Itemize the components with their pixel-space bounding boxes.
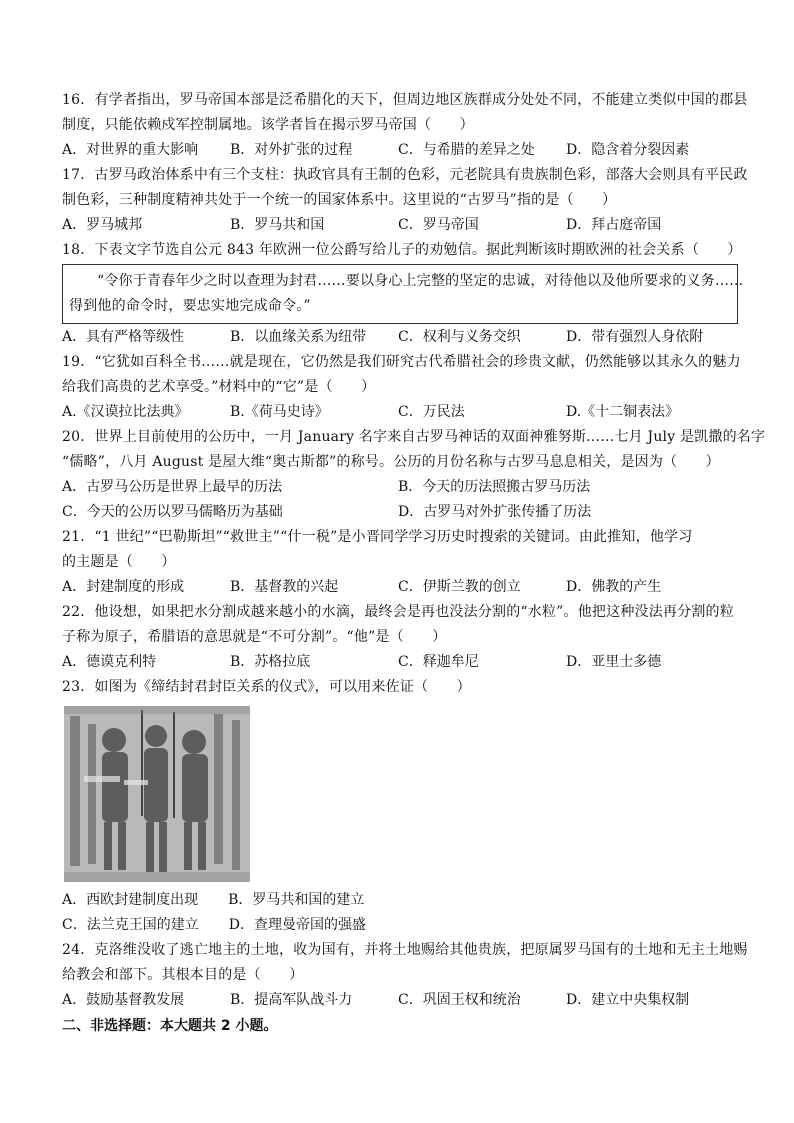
ceremony-illustration — [64, 706, 250, 882]
option-b: B．今天的历法照搬古罗马历法 — [398, 479, 591, 495]
option-d: D．佛教的产生 — [566, 579, 662, 595]
option-d: D．建立中央集权制 — [566, 992, 690, 1008]
question-text: 16．有学者指出，罗马帝国本部是泛希腊化的天下，但周边地区族群成分处处不同，不能建立类似中国的郡县 — [62, 92, 748, 108]
quote-text: “令你于青春年少之时以查理为封君……要以身心上完整的坚定的忠诚，对待他以及他所要求的义务…… — [97, 273, 744, 289]
question-16 — [62, 88, 748, 163]
option-d: D．拜占庭帝国 — [566, 217, 662, 233]
question-text: 17．古罗马政治体系中有三个支柱：执政官具有王制的色彩，元老院具有贵族制色彩，部落大会则具有平民政 — [62, 167, 748, 183]
options-row — [62, 400, 742, 425]
option-b: B．罗马共和国的建立 — [228, 892, 365, 908]
question-text: 制色彩，三种制度精神共处于一个统一的国家体系中。这里说的“古罗马”指的是（ ） — [62, 192, 617, 208]
options-row — [62, 650, 742, 675]
option-a: A．鼓励基督教发展 — [62, 992, 185, 1008]
question-text: 19．“它犹如百科全书……就是现在，它仍然是我们研究古代希腊社会的珍贵文献，仍然能够以其永久的魅力 — [62, 354, 741, 370]
options-row — [62, 888, 742, 913]
option-b: B．苏格拉底 — [230, 654, 311, 670]
question-text: 的主题是（ ） — [62, 554, 176, 570]
question-17 — [62, 163, 748, 238]
option-a: A．德谟克利特 — [62, 654, 157, 670]
option-c: C．与希腊的差异之处 — [398, 142, 535, 158]
question-text: 给我们高贵的艺术享受。”材料中的“它”是（ ） — [62, 379, 376, 395]
question-text: 18．下表文字节选自公元 843 年欧洲一位公爵写给儿子的劝勉信。据此判断该时期欧洲的社会关系（ ） — [62, 242, 742, 258]
option-b: B．提高军队战斗力 — [230, 992, 353, 1008]
option-c: C．今天的公历以罗马儒略历为基础 — [62, 504, 283, 520]
option-d: D．隐含着分裂因素 — [566, 142, 690, 158]
options-row — [62, 325, 742, 350]
question-19 — [62, 350, 742, 425]
option-c: C．权利与义务交织 — [398, 329, 521, 345]
options-row — [62, 213, 742, 238]
exam-page — [62, 88, 766, 1039]
options-row — [62, 988, 742, 1013]
question-20 — [62, 425, 766, 525]
option-c: C．万民法 — [398, 404, 465, 420]
option-b: B．罗马共和国 — [230, 217, 325, 233]
option-c: C．法兰克王国的建立 — [62, 917, 199, 933]
question-24 — [62, 938, 748, 1013]
question-text: 子称为原子，希腊语的意思就是“不可分割”。“他”是（ ） — [62, 629, 447, 645]
option-c: C．释迦牟尼 — [398, 654, 479, 670]
question-18 — [62, 238, 742, 350]
option-d: D．亚里士多德 — [566, 654, 662, 670]
question-23 — [62, 675, 742, 938]
question-text: 制度，只能依赖戍军控制属地。该学者旨在揭示罗马帝国（ ） — [62, 117, 474, 133]
option-c: C．巩固王权和统治 — [398, 992, 521, 1008]
option-a: A．具有严格等级性 — [62, 329, 185, 345]
option-d: D.《十二铜表法》 — [566, 404, 680, 420]
option-a: A．罗马城邦 — [62, 217, 143, 233]
options-row — [62, 500, 742, 525]
option-a: A．古罗马公历是世界上最早的历法 — [62, 479, 283, 495]
options-row — [62, 475, 742, 500]
question-21 — [62, 525, 742, 600]
option-a: A.《汉谟拉比法典》 — [62, 404, 189, 420]
options-row — [62, 913, 742, 938]
option-d: D．查理曼帝国的强盛 — [228, 917, 366, 933]
option-b: B．以血缘关系为纽带 — [230, 329, 367, 345]
question-text: 给教会和部下。其根本目的是（ ） — [62, 967, 304, 983]
question-text: 24．克洛维没收了逃亡地主的土地，收为国有，并将土地赐给其他贵族，把原属罗马国有的土地和无主土地赐 — [62, 942, 748, 958]
options-row — [62, 138, 742, 163]
option-b: B．对外扩张的过程 — [230, 142, 353, 158]
question-text: 23．如图为《缔结封君封臣关系的仪式》，可以用来佐证（ ） — [62, 679, 471, 695]
question-text: 21．“1 世纪”“巴勒斯坦”“救世主”“什一税”是小晋同学学习历史时搜索的关键词。由此推知，他学习 — [62, 529, 693, 545]
section-title: 二、非选择题：本大题共 2 小题。 — [62, 1018, 278, 1034]
option-a: A．对世界的重大影响 — [62, 142, 199, 158]
question-text: 20．世界上目前使用的公历中，一月 January 名字来自古罗马神话的双面神雅努斯……七月 July 是凯撒的名字 — [62, 429, 766, 445]
option-d: D．古罗马对外扩张传播了历法 — [398, 504, 592, 520]
option-c: C．罗马帝国 — [398, 217, 479, 233]
option-a: A．封建制度的形成 — [62, 579, 185, 595]
quote-box — [62, 264, 744, 324]
option-b: B．基督教的兴起 — [230, 579, 339, 595]
option-d: D．带有强烈人身依附 — [566, 329, 704, 345]
question-text: “儒略”，八月 August 是屋大维“奥古斯都”的称号。公历的月份名称与古罗马息息相关，是因为（ ） — [62, 454, 720, 470]
question-22 — [62, 600, 742, 675]
option-b: B.《荷马史诗》 — [230, 404, 329, 420]
quote-text: 得到他的命令时，要忠实地完成命令。” — [69, 298, 311, 314]
question-text: 22．他设想，如果把水分割成越来越小的水滴，最终会是再也没法分割的“水粒”。他把这种没法再分割的粒 — [62, 604, 734, 620]
option-a: A．西欧封建制度出现 — [62, 892, 199, 908]
options-row — [62, 575, 742, 600]
option-c: C．伊斯兰教的创立 — [398, 579, 521, 595]
